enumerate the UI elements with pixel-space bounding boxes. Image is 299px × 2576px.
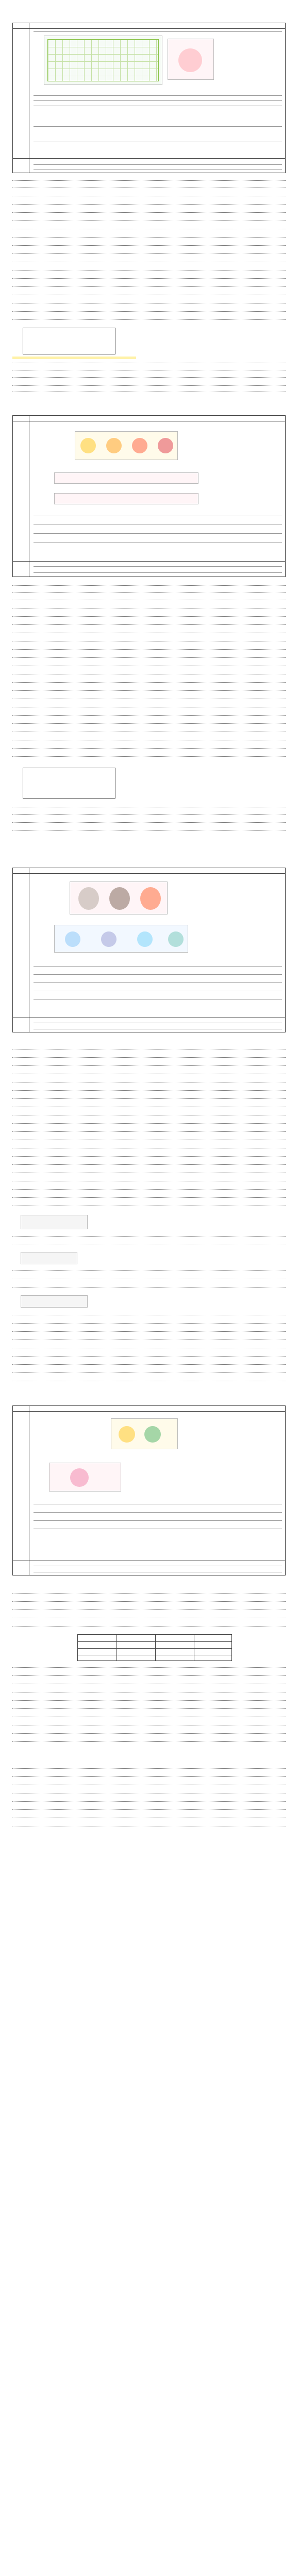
summary-table (77, 1634, 232, 1661)
text-line (12, 1700, 286, 1701)
text-line (34, 164, 282, 165)
example-frame (23, 768, 115, 799)
text-line (12, 1708, 286, 1709)
text-line (12, 1057, 286, 1058)
text-line (34, 95, 282, 96)
animal-illustration (109, 887, 130, 910)
text-line (12, 1364, 286, 1365)
text-line (12, 1609, 286, 1610)
text-line (34, 31, 282, 32)
cartoon-figure (168, 39, 214, 80)
scene-illustration (144, 1426, 161, 1443)
text-line (12, 1090, 286, 1091)
example-frame (23, 328, 115, 354)
text-line (12, 1667, 286, 1668)
text-line (34, 974, 282, 975)
text-line (12, 311, 286, 312)
text-line (12, 1356, 286, 1357)
text-line (12, 592, 286, 593)
grid-illustration (47, 39, 159, 81)
text-line (12, 1323, 286, 1324)
text-line (34, 100, 282, 101)
fraction-strip (21, 1215, 88, 1229)
text-line (12, 624, 286, 625)
text-line (12, 1197, 286, 1198)
table-label-column (13, 1406, 29, 1575)
text-line (12, 212, 286, 213)
table-row-divider (13, 1411, 285, 1412)
text-line (34, 982, 282, 983)
table-row-divider (13, 873, 285, 874)
text-line (34, 966, 282, 967)
text-line (12, 1156, 286, 1157)
fruit-illustration (132, 438, 147, 453)
text-line (12, 180, 286, 181)
text-line (12, 286, 286, 287)
text-line (12, 1123, 286, 1124)
highlighted-text (12, 357, 136, 359)
text-line (12, 237, 286, 238)
text-line (12, 1164, 286, 1165)
lesson-table-3 (12, 868, 286, 1032)
text-line (12, 723, 286, 724)
fruit-illustration (106, 438, 122, 453)
text-line (12, 1065, 286, 1066)
text-line (12, 748, 286, 749)
row-of-items-figure (54, 493, 198, 504)
text-line (12, 1131, 286, 1132)
text-line (12, 278, 286, 279)
table-row-divider (78, 1641, 231, 1642)
text-line (12, 1372, 286, 1373)
animal-illustration (140, 887, 161, 910)
flower-illustration (65, 931, 80, 947)
text-line (12, 1593, 286, 1594)
text-line (12, 1098, 286, 1099)
text-line (12, 319, 286, 320)
lesson-table-2 (12, 415, 286, 577)
text-line (12, 385, 286, 386)
table-label-column (13, 416, 29, 577)
text-line (12, 1776, 286, 1777)
scene-figure (49, 1463, 121, 1492)
text-line (34, 1512, 282, 1513)
table-label-column (13, 868, 29, 1032)
table-row-divider (13, 561, 285, 562)
text-line (12, 1189, 286, 1190)
scene-figure (111, 1418, 178, 1449)
grid-figure (44, 36, 162, 85)
text-line (34, 572, 282, 573)
cartoon-character (178, 48, 202, 72)
text-line (12, 649, 286, 650)
flower-figure (54, 925, 188, 953)
text-line (12, 756, 286, 757)
text-line (34, 1520, 282, 1521)
table-col-divider (155, 1635, 156, 1660)
row-of-items-figure (54, 472, 198, 484)
lesson-table-1 (12, 23, 286, 173)
text-line (12, 657, 286, 658)
fraction-strip (21, 1295, 88, 1308)
fruit-illustration (80, 438, 96, 453)
text-line (12, 1270, 286, 1271)
text-line (12, 690, 286, 691)
table-row-divider (13, 158, 285, 159)
text-line (12, 616, 286, 617)
text-line (12, 1809, 286, 1810)
text-line (12, 822, 286, 823)
counting-figure (75, 431, 178, 460)
lesson-table-4 (12, 1405, 286, 1575)
scene-illustration (70, 1468, 89, 1487)
text-line (12, 1741, 286, 1742)
animal-illustration (78, 887, 99, 910)
text-line (12, 715, 286, 716)
text-line (12, 814, 286, 815)
text-line (12, 1801, 286, 1802)
text-line (34, 533, 282, 534)
text-line (34, 566, 282, 567)
text-line (12, 1601, 286, 1602)
animal-figure (70, 882, 168, 914)
text-line (12, 204, 286, 205)
table-row-divider (13, 28, 285, 29)
text-line (12, 1768, 286, 1769)
text-line (12, 245, 286, 246)
text-line (12, 1331, 286, 1332)
flower-illustration (168, 931, 184, 947)
fruit-illustration (158, 438, 173, 453)
table-label-column (13, 23, 29, 173)
text-line (12, 1675, 286, 1676)
fraction-strip (21, 1252, 77, 1264)
text-line (12, 253, 286, 254)
table-row-divider (78, 1648, 231, 1649)
text-line (12, 1733, 286, 1734)
flower-illustration (101, 931, 117, 947)
text-line (12, 585, 286, 586)
text-line (12, 682, 286, 683)
text-line (34, 126, 282, 127)
flower-illustration (137, 931, 153, 947)
scene-illustration (119, 1426, 135, 1443)
text-line (12, 377, 286, 378)
text-line (12, 1236, 286, 1237)
